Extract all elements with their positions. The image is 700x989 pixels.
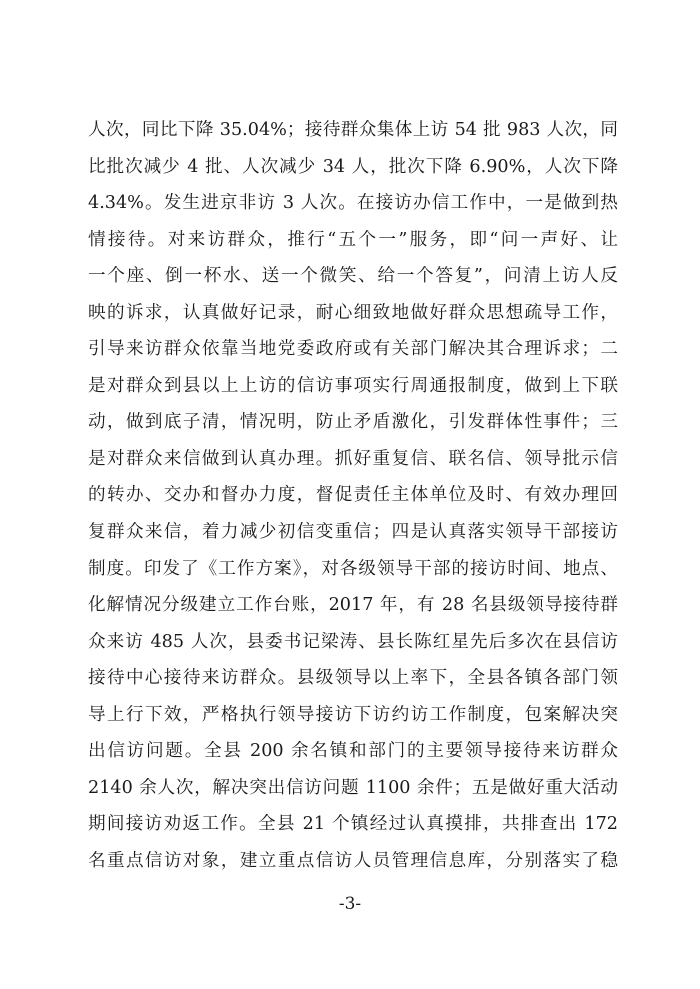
text-line: 是对群众来信做到认真办理。抓好重复信、联名信、领导批示信 [88,448,618,469]
text-line: 动，做到底子清，情况明，防止矛盾激化，引发群体性事件；三 [88,412,618,433]
body-text [88,112,618,879]
text-line: 2140 余人次，解决突出信访问题 1100 余件；五是做好重大活动 [88,777,618,798]
text-line: 比批次减少 4 批、人次减少 34 人，批次下降 6.90%，人次下降 [88,156,618,177]
page-number: -3- [338,894,362,914]
text-line: 接待中心接待来访群众。县级领导以上率下，全县各镇各部门领 [88,668,618,689]
text-line: 导上行下效，严格执行领导接访下访约访工作制度，包案解决突 [88,704,618,725]
text-line: 一个座、倒一杯水、送一个微笑、给一个答复”，问清上访人反 [88,266,618,287]
text-line: 情接待。对来访群众，推行“五个一”服务，即“问一声好、让 [88,229,618,250]
text-line: 制度。印发了《工作方案》，对各级领导干部的接访时间、地点、 [88,558,618,579]
text-line: 的转办、交办和督办力度，督促责任主体单位及时、有效办理回 [88,485,618,506]
text-line: 复群众来信，着力减少初信变重信；四是认真落实领导干部接访 [88,522,618,543]
text-line: 期间接访劝返工作。全县 21 个镇经过认真摸排，共排查出 172 [88,814,618,835]
text-line: 出信访问题。全县 200 余名镇和部门的主要领导接待来访群众 [88,741,618,762]
text-line: 映的诉求，认真做好记录，耐心细致地做好群众思想疏导工作， [88,302,618,323]
text-line: 众来访 485 人次，县委书记梁涛、县长陈红星先后多次在县信访 [88,631,618,652]
text-line: 引导来访群众依靠当地党委政府或有关部门解决其合理诉求；二 [88,339,618,360]
text-line: 人次，同比下降 35.04%；接待群众集体上访 54 批 983 人次，同 [88,120,618,140]
text-line: 4.34%。发生进京非访 3 人次。在接访办信工作中，一是做到热 [88,193,618,214]
text-line: 名重点信访对象，建立重点信访人员管理信息库，分别落实了稳 [88,850,618,871]
text-line: 是对群众到县以上上访的信访事项实行周通报制度，做到上下联 [88,375,618,396]
text-line: 化解情况分级建立工作台账，2017 年，有 28 名县级领导接待群 [88,595,618,616]
